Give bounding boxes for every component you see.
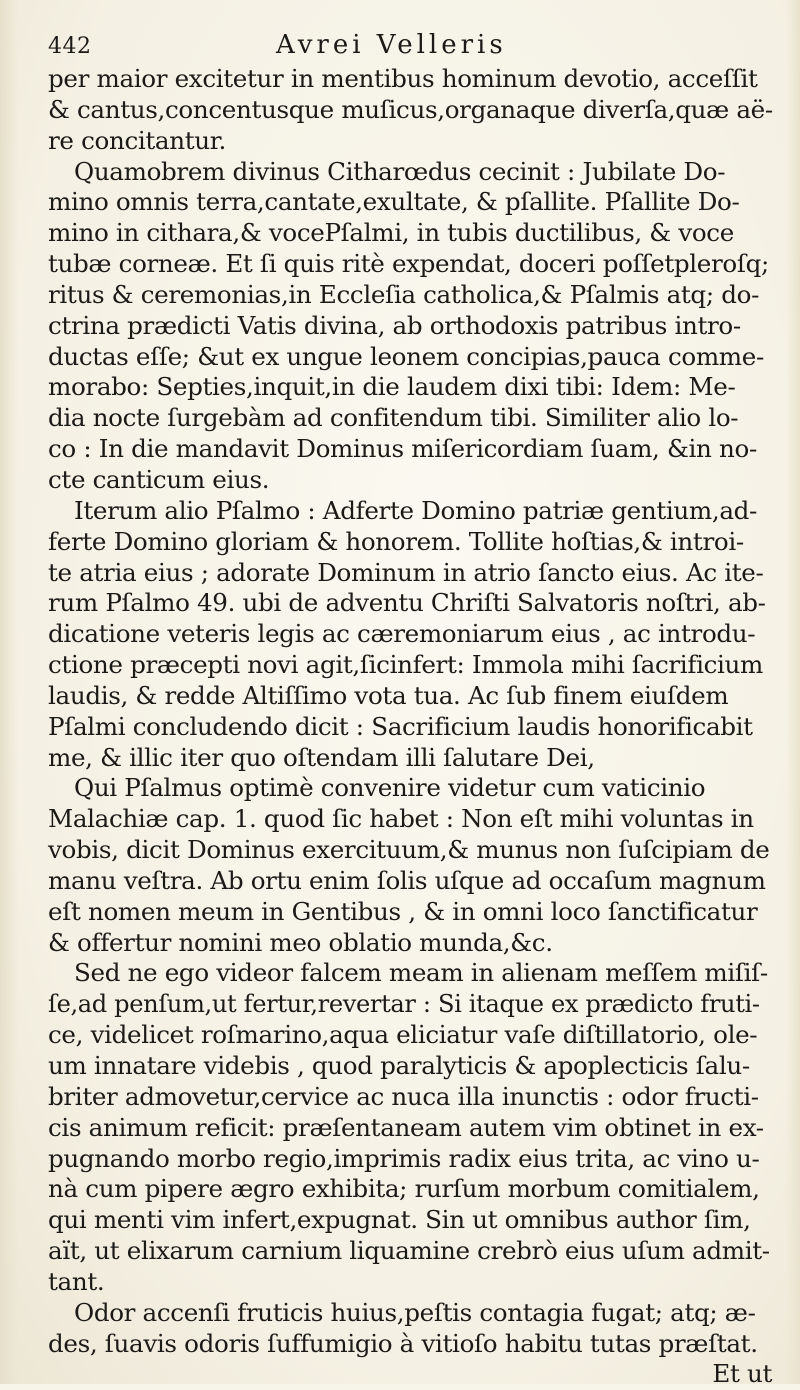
text-line: Odor accenſi fruticis huius,peſtis contagia fugat; atq; æ- (74, 1297, 756, 1327)
text-line: tubæ corneæ. Et ſi quis ritè expendat, doceri poſſetpleroſq; (48, 249, 769, 279)
text-line: ctrina prædicti Vatis divina, ab orthodoxis patribus intro- (48, 310, 741, 340)
body-text (48, 64, 778, 1390)
text-line: re concitantur. (48, 125, 226, 155)
text-line: te atria eius ; adorate Dominum in atrio ſancto eius. Ac ite- (48, 557, 764, 587)
text-line: dicatione veteris legis ac cæremoniarum eius , ac introdu- (48, 619, 756, 649)
text-line: Iterum alio Pſalmo : Adferte Domino patriæ gentium,ad- (74, 495, 758, 525)
text-line: Qui Pſalmus optimè convenire videtur cum vaticinio (74, 773, 706, 803)
text-line: cis animum reficit: præſentaneam autem vim obtinet in ex- (48, 1112, 764, 1142)
text-line: per maior excitetur in mentibus hominum devotio, acceſſit (48, 64, 758, 93)
text-line: Malachiæ cap. 1. quod ſic habet : Non eſt mihi voluntas in (48, 804, 754, 834)
text-line: manu veſtra. Ab ortu enim ſolis uſque ad occaſum magnum (48, 865, 766, 895)
text-line: pugnando morbo regio,imprimis radix eius trita, ac vino u- (48, 1143, 760, 1173)
text-line: dia nocte ſurgebàm ad confitendum tibi. Similiter alio lo- (48, 403, 739, 433)
text-line: mino in cithara,& vocePſalmi, in tubis ductilibus, & voce (48, 218, 734, 248)
text-line: aït, ut elixarum carnium liquamine crebrò eius uſum admit- (48, 1236, 770, 1266)
text-line: tant. (48, 1266, 105, 1296)
page-header (48, 30, 760, 64)
text-line: & cantus,concentusque muſicus,organaque diverſa,quæ aë- (48, 94, 773, 124)
text-line: Quamobrem divinus Citharœdus cecinit : Jubilate Do- (74, 156, 726, 186)
text-line: um innatare videbis , quod paralyticis & apoplecticis ſalu- (48, 1051, 750, 1080)
text-line: morabo: Septies,inquit,in die laudem dixi tibi: Idem: Me- (48, 372, 736, 402)
text-line: des, ſuavis odoris ſuffumigio à vitioſo habitu tutas præſtat. (48, 1328, 758, 1358)
text-line: laudis, & redde Altiſſimo vota tua. Ac ſub finem eiuſdem (48, 680, 729, 710)
text-line: vobis, dicit Dominus exercituum,& munus non ſuſcipiam de (48, 835, 770, 865)
text-line: ductas eſſe; &ut ex ungue leonem concipias,pauca comme- (48, 341, 764, 371)
text-line: ritus & ceremonias,in Eccleſia catholica,& Pſalmis atq; do- (48, 279, 760, 309)
text-line: briter admovetur,cervice ac nuca illa inunctis : odor fructi- (48, 1081, 759, 1111)
text-line: mino omnis terra,cantate,exultate, & pſallite. Pſallite Do- (48, 187, 740, 217)
page-edge-shadow (786, 0, 800, 1384)
text-line: ferte Domino gloriam & honorem. Tollite hoſtias,& introi- (48, 526, 744, 556)
text-line: cte canticum eius. (48, 464, 270, 494)
page-gutter-shadow (0, 0, 18, 1384)
text-line: eſt nomen meum in Gentibus , & in omni loco ſanctificatur (48, 896, 758, 926)
text-line: & offertur nomini meo oblatio munda,&c. (48, 927, 553, 957)
text-line: ctione præcepti novi agit,ſicinfert: Immola mihi ſacrificium (48, 650, 763, 680)
text-line: Pſalmi concludendo dicit : Sacrificium laudis honorificabit (48, 711, 753, 741)
text-line: nà cum pipere ægro exhibita; rurſum morbum comitialem, (48, 1174, 760, 1204)
running-head: Avrei Velleris (276, 30, 507, 60)
text-line: co : In die mandavit Dominus miſericordiam ſuam, &in no- (48, 434, 757, 464)
text-line: Sed ne ego videor falcem meam in alienam meſſem miſiſ- (74, 958, 768, 988)
text-line: qui menti vim infert,expugnat. Sin ut omnibus author ſim, (48, 1205, 751, 1235)
text-line: me, & illic iter quo oſtendam illi ſalutare Dei, (48, 742, 595, 772)
catchword: Et ut (712, 1359, 772, 1389)
text-line: rum Pſalmo 49. ubi de adventu Chriſti Salvatoris noſtri, ab- (48, 588, 766, 618)
text-line: ſe,ad penſum,ut fertur,revertar : Si itaque ex prædicto fruti- (48, 990, 760, 1019)
page-number: 442 (48, 34, 92, 59)
text-line: ce, videlicet roſmarino,aqua eliciatur vaſe diſtillatorio, ole- (48, 1020, 758, 1050)
